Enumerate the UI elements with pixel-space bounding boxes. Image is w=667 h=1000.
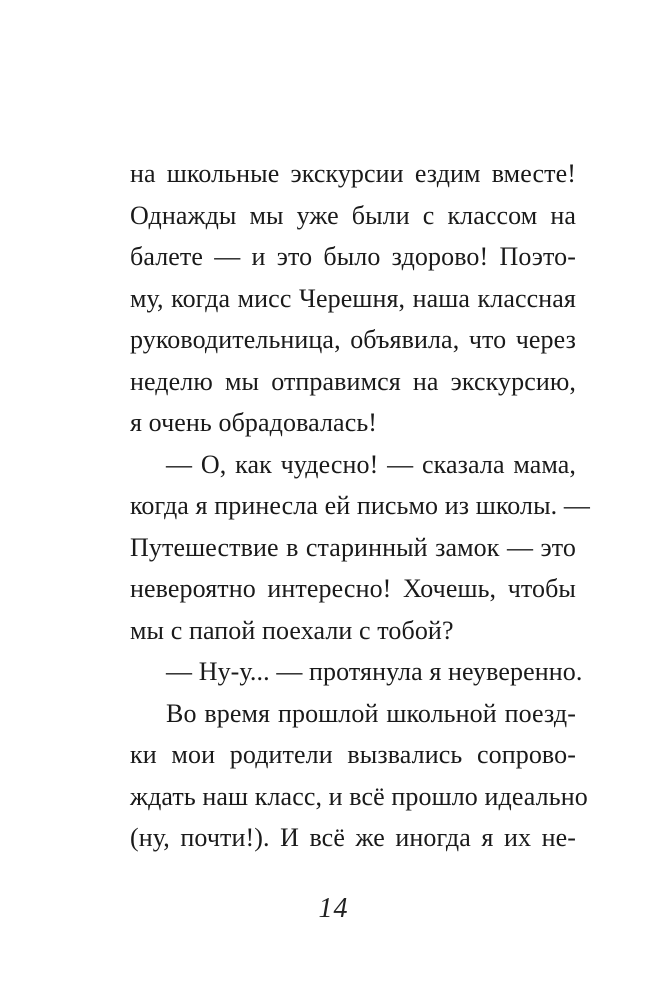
text-line: мы с папой поехали с тобой?	[130, 615, 454, 645]
text-line: невероятно интересно! Хочешь, чтобы	[130, 574, 576, 603]
text-line: Путешествие в старинный замок — это	[130, 532, 576, 562]
text-line: Во время прошлой школьной поезд-	[166, 698, 576, 728]
text-line: руководительница, объявила, что через	[130, 325, 576, 354]
text-line: я очень обрадовалась!	[130, 408, 378, 437]
page-number: 14	[318, 893, 349, 924]
text-line: му, когда мисс Черешня, наша классная	[130, 283, 576, 313]
text-line: — Ну-у... — протянула я неуверенно.	[166, 657, 583, 686]
text-line: когда я принесла ей письмо из школы. —	[130, 491, 590, 520]
text-line: — О, как чудесно! — сказала мама,	[166, 449, 576, 479]
text-line: неделю мы отправимся на экскурсию,	[130, 366, 576, 396]
body-text	[130, 153, 590, 859]
text-line: балете — и это было здорово! Поэто-	[130, 242, 576, 271]
text-line: на школьные экскурсии ездим вместе!	[130, 159, 576, 188]
text-line: (ну, почти!). И всё же иногда я их не-	[130, 823, 576, 852]
text-line: ждать наш класс, и всё прошло идеально	[130, 781, 588, 811]
text-line: Однажды мы уже были с классом на	[130, 200, 576, 230]
text-line: ки мои родители вызвались сопрово-	[130, 740, 576, 769]
